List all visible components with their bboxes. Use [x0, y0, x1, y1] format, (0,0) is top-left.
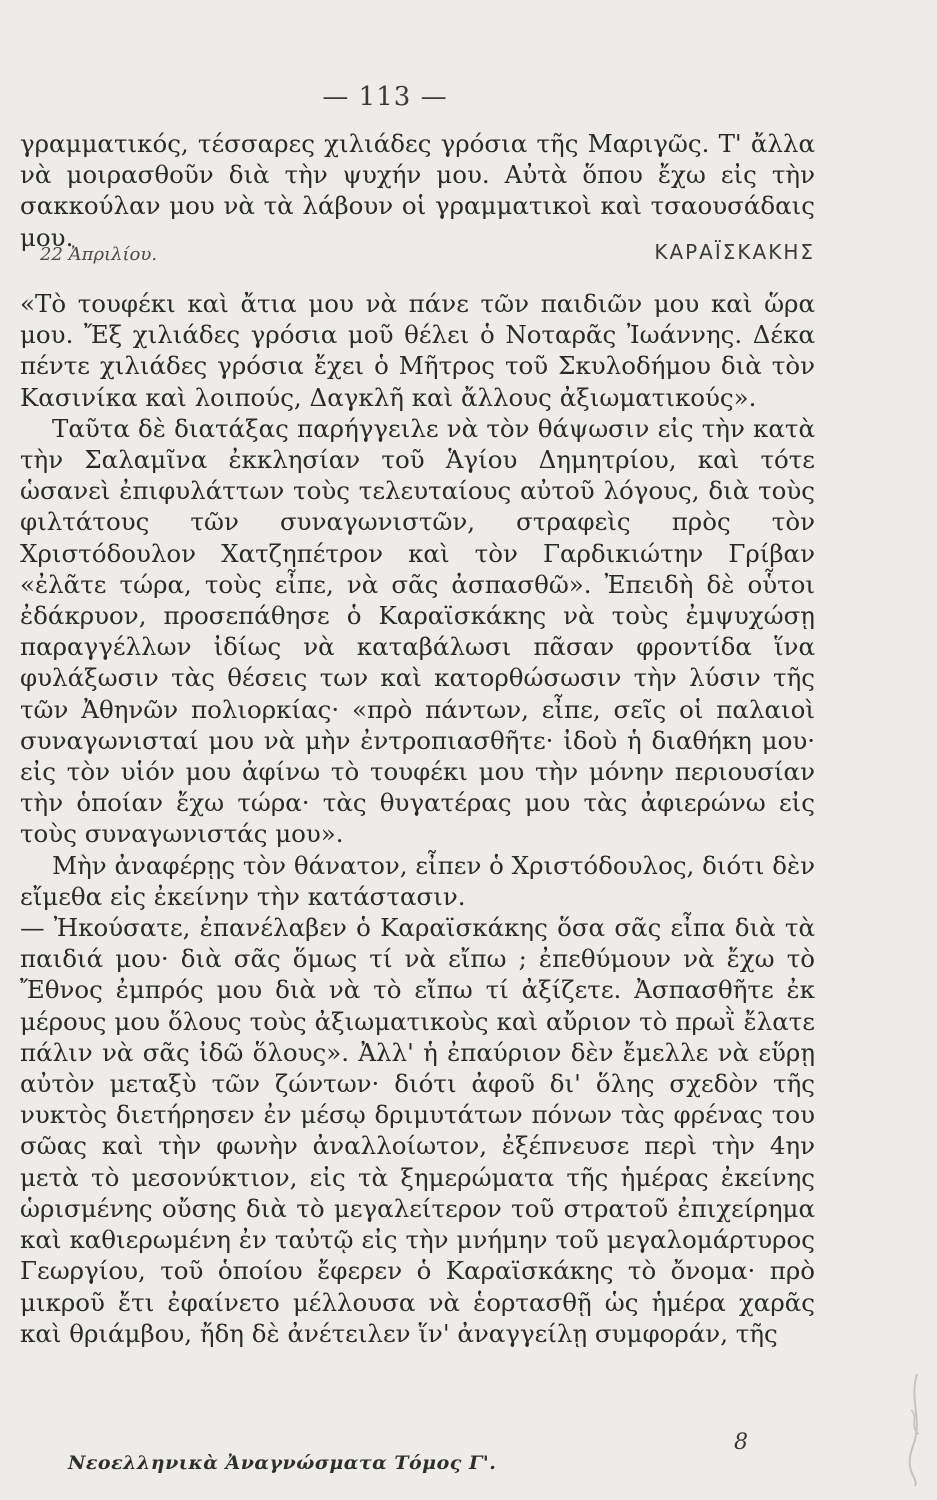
letter-text: γραμματικός, τέσσαρες χιλιάδες γρόσια τῆς Μαριγῶς. Τ' ἄλλα νὰ μοιρασθοῦν διὰ τὴν ψυχήν μου. Αὐτὰ ὅπου ἔχω εἰς τὴν σακκούλαν μου νὰ τὰ λάβουν οἱ γραμματικοὶ καὶ τσαουσάδαις μου.: [20, 129, 815, 252]
handwritten-margin-mark-icon: [903, 1370, 929, 1490]
sheet-number: 8: [734, 1430, 748, 1455]
paragraph-will: «Τὸ τουφέκι καὶ ἄτια μου νὰ πάνε τῶν παιδιῶν μου καὶ ὥρα μου. Ἔξ χιλιάδες γρόσια μοῦ θέλει ὁ Νοταρᾶς Ἰωάννης. Δέκα πέντε χιλιάδες γρόσια ἔχει ὁ Μῆτρος τοῦ Σκυλοδήμου διὰ τὸν Κασινίκα καὶ λοιπούς, Δαγκλῆ καὶ ἄλλους ἀξιωματικούς».: [20, 289, 815, 412]
main-text: [20, 288, 815, 1349]
book-title: Νεοελληνικὰ Ἀναγνώσματα Τόμος Γ'.: [68, 1452, 497, 1474]
date-signature-row: [20, 240, 815, 272]
paragraph-burial: Ταῦτα δὲ διατάξας παρήγγειλε νὰ τὸν θάψωσιν εἰς τὴν κατὰ τὴν Σαλαμῖνα ἐκκλησίαν τοῦ Ἁγίου Δημητρίου, καὶ τότε ὡσανεὶ ἐπιφυλάττων τοὺς τελευταίους αὐτοῦ λόγους, διὰ τοὺς φιλτάτους τῶν συναγωνιστῶν, στραφεὶς πρὸς τὸν Χριστόδουλον Χατζηπέτρον καὶ τὸν Γαρδικιώτην Γρίβαν «ἐλᾶτε τώρα, τοὺς εἶπε, νὰ σᾶς ἀσπασθῶ». Ἐπειδὴ δὲ οὗτοι ἐδάκρυον, προσεπάθησε ὁ Καραϊσκάκης νὰ τοὺς ἐμψυχώσῃ παραγγέλλων ἰδίως νὰ καταβάλωσι πᾶσαν φροντίδα ἵνα φυλάξωσιν τὰς θέσεις των καὶ κατορθώσωσιν τὴν λύσιν τῆς τῶν Ἀθηνῶν πολιορκίας· «πρὸ πάντων, εἶπε, σεῖς οἱ παλαιοὶ συναγωνισταί μου νὰ μὴν ἐντροπιασθῆτε· ἰδοὺ ἡ διαθήκη μου· εἰς τὸν υἱόν μου ἀφίνω τὸ τουφέκι μου τὴν μόνην περιουσίαν τὴν ὁποίαν ἔχω τώρα· τὰς θυγατέρας μου τὰς ἀφιερώνω εἰς τοὺς συναγωνιστάς μου».: [20, 413, 815, 849]
letter-date: 22 Ἀπριλίου.: [40, 244, 158, 265]
paragraph-christodoulos: Μὴν ἀναφέρῃς τὸν θάνατον, εἶπεν ὁ Χριστόδουλος, διότι δὲν εἴμεθα εἰς ἐκείνην τὴν κατάστασιν.: [20, 850, 815, 911]
page-number: — 113 —: [322, 82, 448, 112]
letter-signature: ΚΑΡΑΪΣΚΑΚΗΣ: [654, 240, 815, 264]
page-footer: [68, 1430, 748, 1482]
paragraph-death: — Ἠκούσατε, ἐπανέλαβεν ὁ Καραϊσκάκης ὅσα σᾶς εἶπα διὰ τὰ παιδιά μου· διὰ σᾶς ὅμως τί νὰ εἴπω ; ἐπεθύμουν νὰ ἔχω τὸ Ἔθνος ἐμπρός μου διὰ νὰ τὸ εἴπω τί ἀξίζετε. Ἀσπασθῆτε ἐκ μέρους μου ὅλους τοὺς ἀξιωματικοὺς καὶ αὔριον τὸ πρωῒ ἔλατε πάλιν νὰ σᾶς ἰδῶ ὅλους». Ἀλλ' ἡ ἐπαύριον δὲν ἔμελλε νὰ εὕρῃ αὐτὸν μεταξὺ τῶν ζώντων· διότι ἀφοῦ δι' ὅλης σχεδὸν τῆς νυκτὸς διετήρησεν ἐν μέσῳ δριμυτάτων πόνων τὰς φρένας του σῶας καὶ τὴν φωνὴν ἀναλλοίωτον, ἐξέπνευσε περὶ τὴν 4ην μετὰ τὸ μεσονύκτιον, εἰς τὰ ξημερώματα τῆς ἡμέρας ἐκείνης ὡρισμένης οὔσης διὰ τὸ μεγαλείτερον τοῦ στρατοῦ ἐπιχείρημα καὶ καθιερωμένη ἐν ταὐτῷ εἰς τὴν μνήμην τοῦ μεγαλομάρτυρος Γεωργίου, τοῦ ὁποίου ἔφερεν ὁ Καραϊσκάκης τὸ ὄνομα· πρὸ μικροῦ ἔτι ἐφαίνετο μέλλουσα νὰ ἑορτασθῇ ὡς ἡμέρα χαρᾶς καὶ θριάμβου, ἤδη δὲ ἀνέτειλεν ἵν' ἀναγγείλῃ συμφοράν, τῆς: [20, 913, 815, 1348]
letter-continuation: [20, 128, 815, 253]
